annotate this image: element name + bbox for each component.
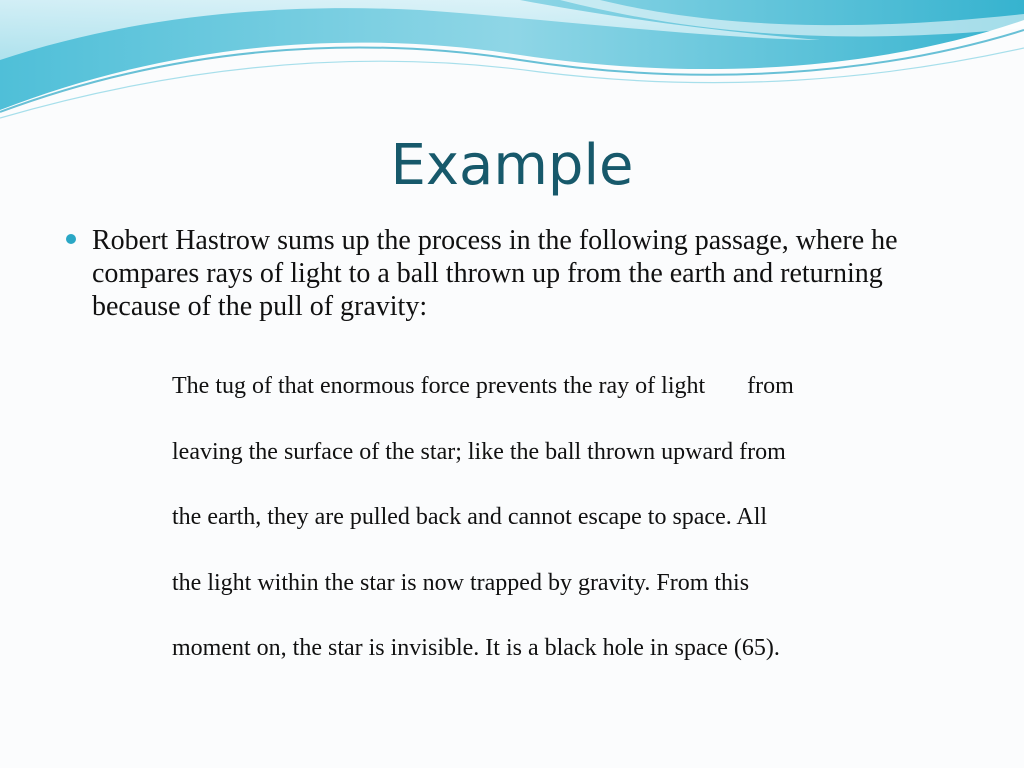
slide-body — [66, 224, 966, 323]
header-wave-decoration — [0, 0, 1024, 130]
bullet-item — [66, 224, 966, 323]
quote-line: leaving the surface of the star; like the ball thrown upward from — [172, 438, 786, 465]
bullet-dot-icon — [66, 234, 76, 244]
slide-title: Example — [390, 133, 634, 198]
quote-line: moment on, the star is invisible. It is a black hole in space (65). — [172, 635, 780, 661]
quote-line: the light within the star is now trapped by gravity. From this — [172, 569, 750, 596]
quote-line: The tug of that enormous force prevents the ray of light from — [172, 373, 794, 399]
block-quote — [172, 354, 952, 682]
quote-line: the earth, they are pulled back and cannot escape to space. All — [172, 504, 768, 530]
bullet-text: Robert Hastrow sums up the process in the following passage, where he compares rays of light to a ball thrown up from the earth and returning because of the pull of gravity: — [92, 225, 898, 322]
